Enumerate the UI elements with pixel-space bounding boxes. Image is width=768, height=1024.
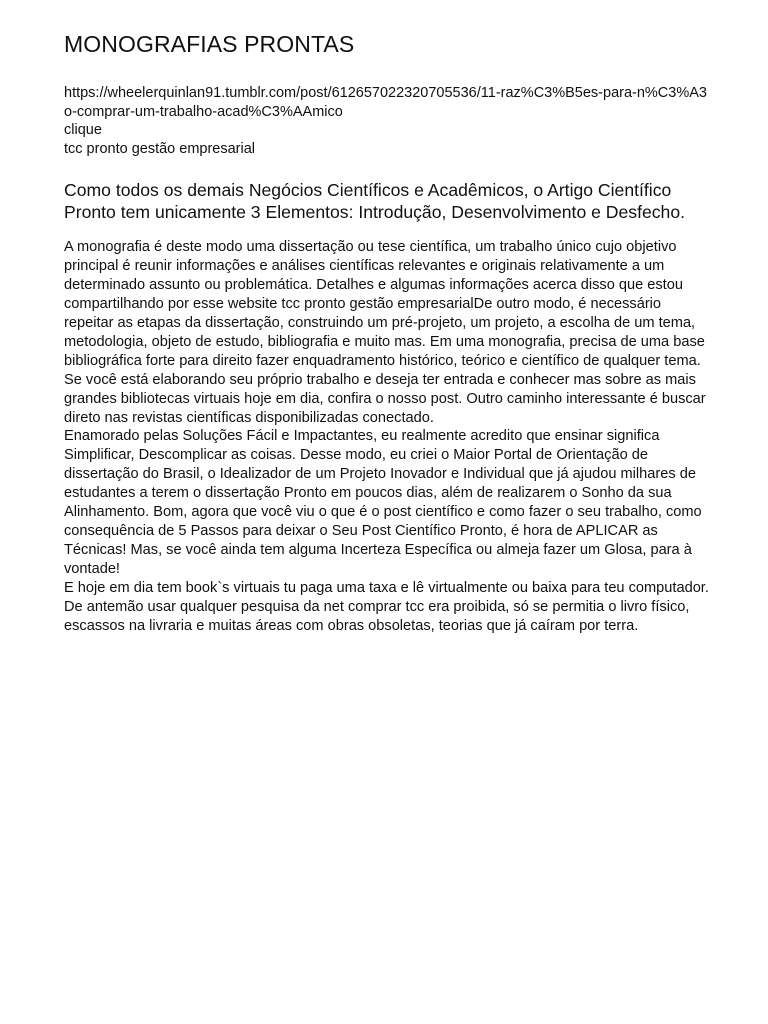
paragraph: A monografia é deste modo uma dissertação ou tese científica, um trabalho único cujo objetivo principal é reunir informações e análises científicas relevantes e originais relativamente a um determinado assunto ou problemática. Detalhes e algumas informações acerca disso que estou compartilhando por esse website tcc pronto gestão empresarialDe outro modo, é necessário repeitar as etapas da dissertação, construindo um pré-projeto, um projeto, a escolha de um tema, metodologia, objeto de estudo, bibliografia e muito mas. Em uma monografia, precisa de uma base bibliográfica forte para direito fazer enquadramento histórico, teórico e científico de qualquer tema. Se você está elaborando seu próprio trabalho e deseja ter entrada e conhecer mas sobre as mais grandes bibliotecas virtuais hoje em dia, confira o nosso post. Outro caminho interessante é buscar direto nas revistas científicas disponibilizadas conectado. [64, 239, 706, 426]
paragraph: E hoje em dia tem book`s virtuais tu paga uma taxa e lê virtualmente ou baixa para teu computador. De antemão usar qualquer pesquisa da net comprar tcc era proibida, só se permitia o livro físico, escassos na livraria e muitas áreas com obras obsoletas, teorias que já caíram por terra. [64, 579, 709, 634]
click-link[interactable]: clique [64, 122, 102, 139]
links-block [64, 84, 714, 158]
source-url-link[interactable]: https://wheelerquinlan91.tumblr.com/post/612657022320705536/11-raz%C3%B5es-para-n%C3%A3o-comprar-um-trabalho-acad%C3%AAmico [64, 85, 707, 120]
body-text [64, 238, 714, 635]
paragraph: Enamorado pelas Soluções Fácil e Impactantes, eu realmente acredito que ensinar significa Simplificar, Descomplicar as coisas. Desse modo, eu criei o Maior Portal de Orientação de dissertação do Brasil, o Idealizador de um Projeto Inovador e Individual que já ajudou milhares de estudantes a terem o dissertação Pronto em poucos dias, além de realizarem o Sonho da sua Alinhamento. Bom, agora que você viu o que é o post científico e como fazer o seu trabalho, como consequência de 5 Passos para deixar o Seu Post Científico Pronto, é hora de APLICAR as Técnicas! Mas, se você ainda tem alguma Incerteza Específica ou almeja fazer um Glosa, para à vontade! [64, 428, 702, 577]
topic-link[interactable]: tcc pronto gestão empresarial [64, 140, 256, 157]
section-subtitle: Como todos os demais Negócios Científicos e Acadêmicos, o Artigo Científico Pronto tem unicamente 3 Elementos: Introdução, Desenvolvimento e Desfecho. [64, 180, 686, 223]
page-title: MONOGRAFIAS PRONTAS [64, 31, 355, 57]
document-page [64, 28, 714, 635]
